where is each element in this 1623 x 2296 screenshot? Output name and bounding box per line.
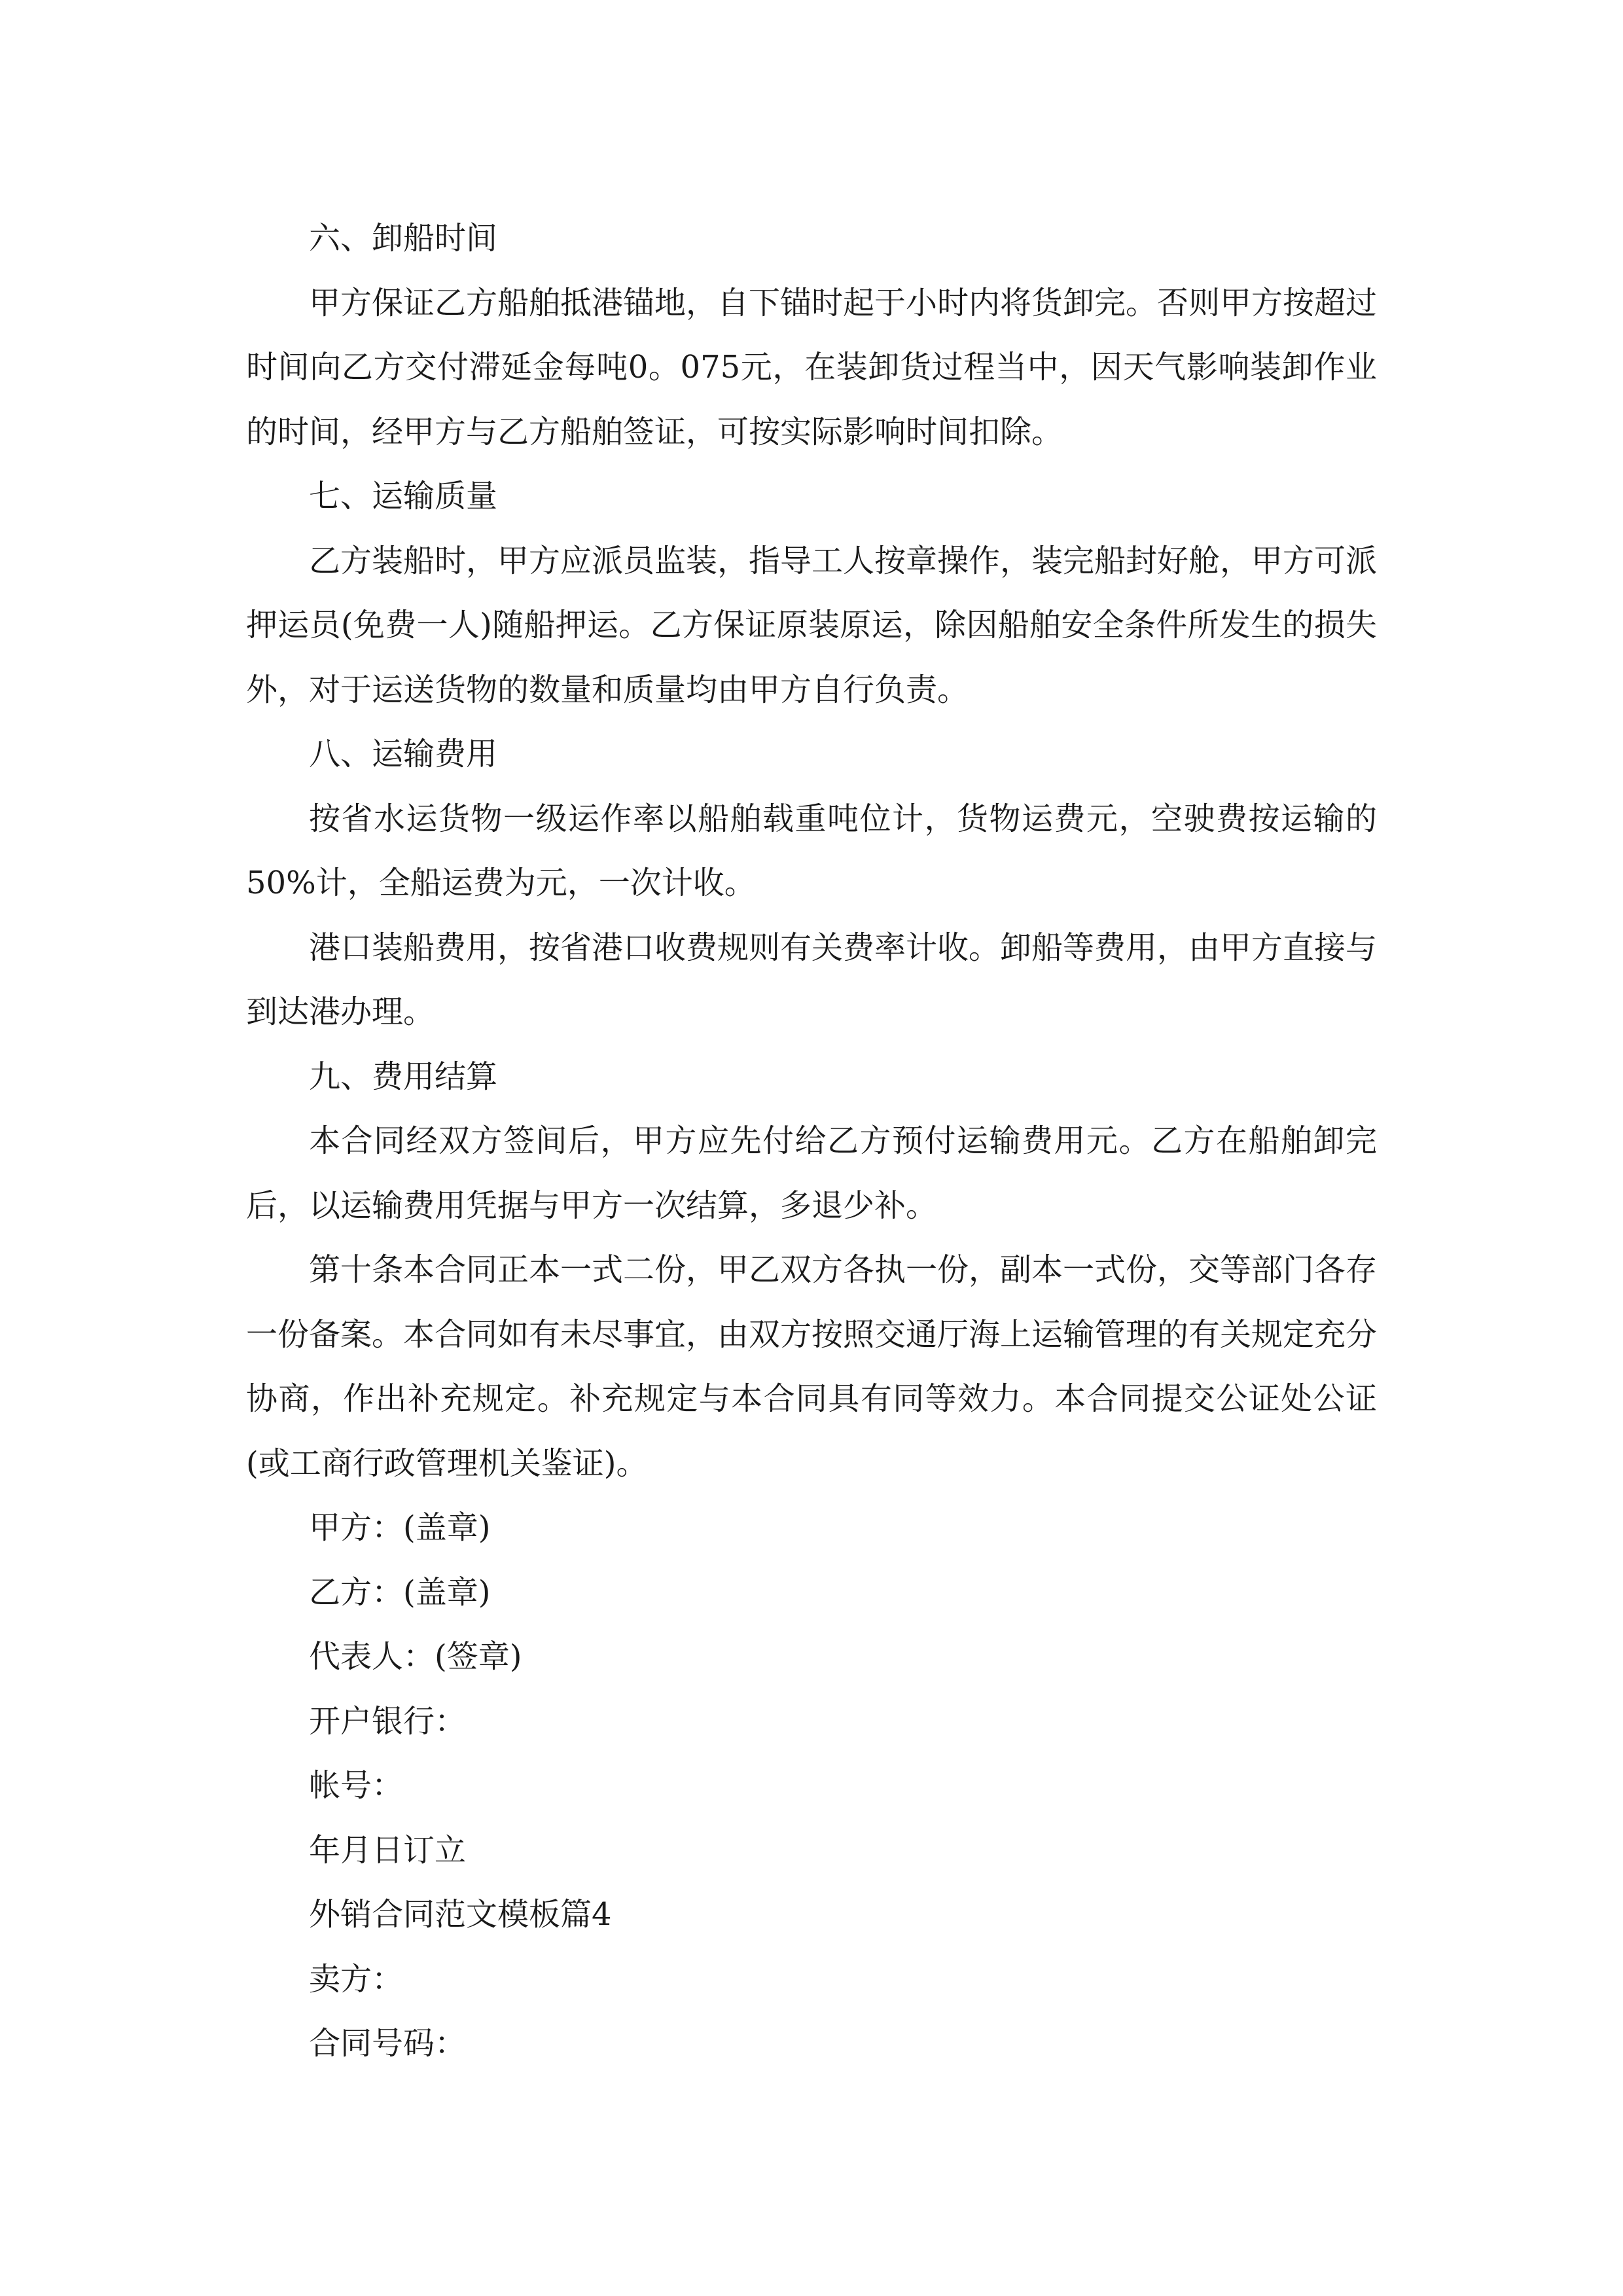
section-heading-transport-fees: 八、运输费用 — [309, 736, 498, 772]
paragraph-port-fees: 港口装船费用，按省港口收费规则有关费率计收。卸船等费用，由甲方直接与到达港办理。 — [246, 929, 1378, 1030]
bank-line: 开户银行： — [309, 1702, 467, 1740]
section-heading-unloading-time: 六、卸船时间 — [309, 220, 498, 257]
template-title: 外销合同范文模板篇4 — [309, 1896, 612, 1933]
paragraph-article-ten: 第十条本合同正本一式二份，甲乙双方各执一份，副本一式份，交等部门各存一份备案。本合同如有未尽事宜，由双方按照交通厅海上运输管理的有关规定充分协商，作出补充规定。补充规定与本合同具有同等效力。本合同提交公证处公证(或工商行政管理机关鉴证)。 — [246, 1251, 1378, 1482]
document-body — [246, 206, 1377, 2076]
paragraph-fee-settlement: 本合同经双方签间后，甲方应先付给乙方预付运输费用元。乙方在船舶卸完后，以运输费用凭据与甲方一次结算，多退少补。 — [246, 1122, 1377, 1224]
section-heading-transport-quality: 七、运输质量 — [309, 478, 498, 514]
signature-representative: 代表人：(签章) — [309, 1638, 522, 1675]
signature-party-b: 乙方：(盖章) — [309, 1573, 491, 1611]
paragraph-unloading-time: 甲方保证乙方船舶抵港锚地，自下锚时起于小时内将货卸完。否则甲方按超过时间向乙方交付滞延金每吨0。075元，在装卸货过程当中，因天气影响装卸作业的时间，经甲方与乙方船舶签证，可按实际影响时间扣除。 — [246, 284, 1378, 450]
account-line: 帐号： — [309, 1767, 404, 1804]
section-heading-fee-settlement: 九、费用结算 — [309, 1058, 498, 1095]
paragraph-transport-quality: 乙方装船时，甲方应派员监装，指导工人按章操作，装完船封好舱，甲方可派押运员(免费一人)随船押运。乙方保证原装原运，除因船舶安全条件所发生的损失外，对于运送货物的数量和质量均由甲方自行负责。 — [246, 542, 1378, 708]
contract-number-line: 合同号码： — [309, 2025, 467, 2062]
seller-line: 卖方： — [309, 1960, 404, 1998]
signature-party-a: 甲方：(盖章) — [309, 1509, 491, 1546]
paragraph-transport-fees: 按省水运货物一级运作率以船舶载重吨位计，货物运费元，空驶费按运输的50%计，全船运费为元，一次计收。 — [246, 800, 1377, 901]
date-line: 年月日订立 — [309, 1831, 467, 1869]
